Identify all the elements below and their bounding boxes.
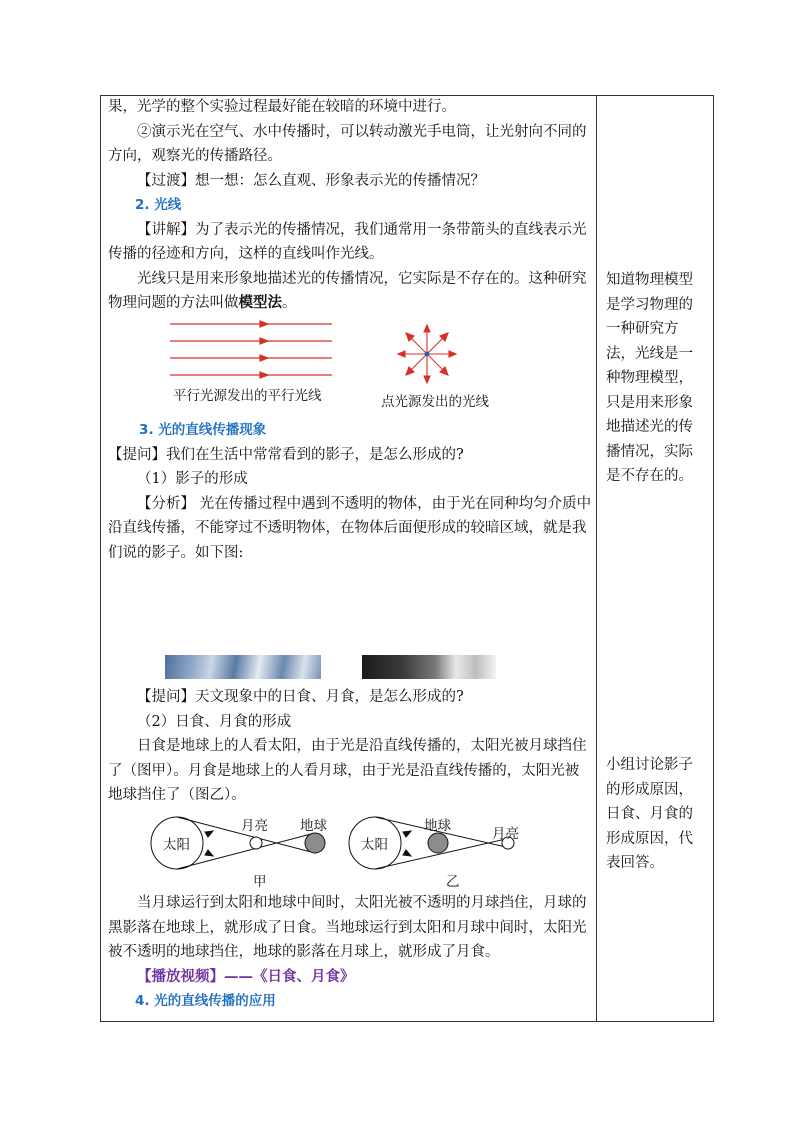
paragraph-transition: 【过渡】想一想：怎么直观、形象表示光的传播情况？ bbox=[137, 172, 485, 189]
model-end: 。 bbox=[282, 295, 297, 311]
paragraph-question-shadow: 【提问】我们在生活中常常看到的影子，是怎么形成的? bbox=[108, 446, 464, 463]
column-divider bbox=[596, 95, 597, 1022]
paragraph-explain: 【讲解】为了表示光的传播情况，我们通常用一条带箭头的直线表示光传播的径迹和方向，这样的直线叫作光线。 bbox=[108, 221, 587, 262]
paragraph-1: 果，光学的整个实验过程最好能在较暗的环境中进行。 bbox=[108, 99, 456, 115]
earth-label-a: 地球 bbox=[300, 818, 327, 834]
earth-label-b: 地球 bbox=[424, 818, 451, 834]
side-note-model: 知道物理模型是学习物理的一种研究方法，光线是一种物理模型，只是用来形象地描述光的传播情况，实际是不存在的。 bbox=[606, 272, 693, 484]
moon-label-a: 月亮 bbox=[241, 818, 268, 834]
label-jia: 甲 bbox=[253, 874, 267, 890]
paragraph-2: ②演示光在空气、水中传播时，可以转动激光手电筒，让光射向不同的方向，观察光的传播路径。 bbox=[108, 123, 587, 164]
paragraph-question-eclipse: 【提问】天文现象中的日食、月食，是怎么形成的? bbox=[137, 689, 464, 705]
side-note-discussion: 小组讨论影子的形成原因，日食、月食的形成原因，代表回答。 bbox=[606, 757, 693, 871]
eclipse-diagram bbox=[145, 810, 525, 888]
label-yi: 乙 bbox=[446, 874, 460, 890]
sun-label-b: 太阳 bbox=[361, 837, 388, 853]
main-column-4 bbox=[108, 891, 592, 1014]
paragraph-eclipse-detail: 当月球运行到太阳和地球中间时，太阳光被不透明的月球挡住，月球的黑影落在地球上，就形成了日食。当地球运行到太阳和月球中间时，太阳光被不透明的地球挡住，地球的影落在月球上，就形成了月食。 bbox=[108, 895, 587, 960]
main-column bbox=[108, 95, 592, 316]
video-link[interactable]: 【播放视频】——《日食、月食》 bbox=[137, 967, 355, 985]
paragraph-eclipse-explain: 日食是地球上的人看太阳，由于光是沿直线传播的，太阳光被月球挡住了（图甲）。月食是地球上的人看月球，由于光是沿直线传播的，太阳光被地球挡住了（图乙）。 bbox=[108, 738, 587, 803]
heading-application: 4. 光的直线传播的应用 bbox=[135, 993, 276, 1009]
heading-light-ray: 2. 光线 bbox=[135, 197, 182, 213]
paragraph-shadow-title: （1）影子的形成 bbox=[137, 471, 248, 487]
moon-label-b: 月亮 bbox=[492, 826, 519, 842]
sun-label-a: 太阳 bbox=[163, 837, 190, 853]
main-column-3 bbox=[108, 685, 592, 808]
parallel-caption: 平行光源发出的平行光线 bbox=[173, 388, 322, 404]
shadow-photo-right bbox=[362, 655, 496, 679]
paragraph-eclipse-title: （2）日食、月食的形成 bbox=[137, 713, 292, 730]
model-term: 模型法 bbox=[238, 294, 282, 311]
shadow-photo-left bbox=[165, 655, 321, 679]
main-column-2 bbox=[108, 418, 592, 565]
paragraph-model bbox=[108, 267, 592, 316]
model-text: 光线只是用来形象地描述光的传播情况，它实际是不存在的。这种研究物理问题的方法叫做 bbox=[108, 270, 587, 311]
point-caption: 点光源发出的光线 bbox=[381, 394, 489, 410]
paragraph-analysis: 【分析】 光在传播过程中遇到不透明的物体，由于光在同种均匀介质中沿直线传播，不能穿过不透明物体，在物体后面便形成的较暗区域，就是我们说的影子。如下图: bbox=[108, 495, 592, 561]
heading-phenomena: 3. 光的直线传播现象 bbox=[139, 422, 267, 438]
